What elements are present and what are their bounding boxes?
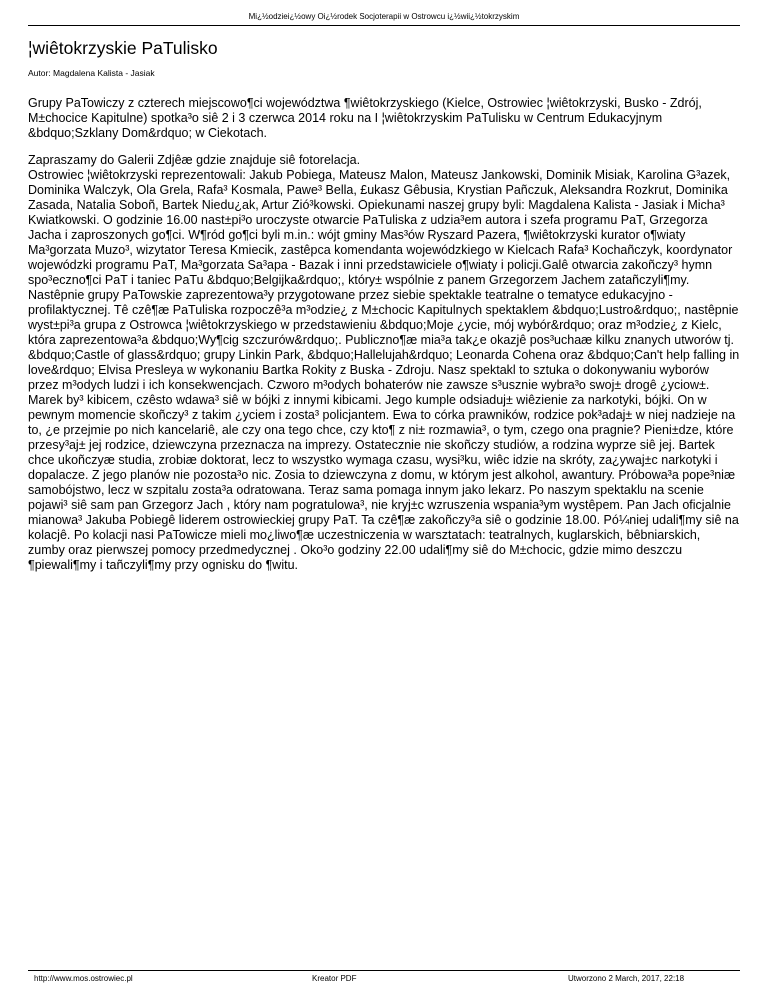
footer-rule xyxy=(28,970,740,971)
page-header: Mi¿½odziei¿½owy Oi¿½rodek Socjoterapii w Ostrowcu i¿½wii¿½tokrzyskim xyxy=(248,12,520,21)
footer-created: Utworzono 2 March, 2017, 22:18 xyxy=(568,974,685,983)
header-rule xyxy=(28,25,740,26)
article-title: ¦wiêtokrzyskie PaTulisko xyxy=(28,38,218,58)
article-body: Zapraszamy do Galerii Zdjêæ gdzie znajduje siê fotorelacja. Ostrowiec ¦wiêtokrzyski reprezentowali: Jakub Pobiega, Mateusz Malon, Mateusz Jankowski, Dominik Misiak, Karolina G³azek, Dominika Walczyk, Ola Grela, Rafa³ Kosmala, Pawe³ Bella, £ukasz Gêbusia, Krystian Pañczuk, Aleksandra Rozkrut, Dominika Zasada, Natalia Soboñ, Bartek Niedu¿ak, Artur Zió³kowski. Opiekunami naszej grupy byli: Magdalena Kalista - Jasiak i Micha³ Kwiatkowski. O godzinie 16.00 nast±pi³o uroczyste otwarcie PaTuliska z udzia³em autora i szefa programu PaT, Grzegorza Jacha i zaproszonych go¶ci. W¶ród go¶ci byli m.in.: wójt gminy Mas³ów Ryszard Pazera, ¶wiêtokrzyski kurator o¶wiaty Ma³gorzata Muzo³, wizytator Teresa Kmiecik, zastêpca komendanta wojewódzkiego w Kielcach Rafa³ Kochañczyk, koordynator wojewódzki programu PaT, Ma³gorzata Sa³apa - Bazak i inni przedstawiciele o¶wiaty i policji.Galê otwarcia zakoñczy³ hymn spo³eczno¶ci PaT i taniec PaTu &bdquo;Belgijka&rdquo;, który± wspólnie z panem Grzegorzem Jachem zatañczyli¶my. Nastêpnie grupy PaTowskie zaprezentowa³y przygotowane przez siebie spektakle teatralne o tematyce edukacyjno - profilaktycznej. Tê czê¶æ PaTuliska rozpoczê³a m³odzie¿ z M±chocic Kapitulnych spektaklem &bdquo;Lustro&rdquo;, nastêpnie wyst±pi³a grupa z Ostrowca ¦wiêtokrzyskiego w przedstawieniu &bdquo;Moje ¿ycie, mój wybór&rdquo; oraz m³odzie¿ z Kielc, która zaprezentowa³a &bdquo;Wy¶cig szczurów&rdquo;. Publiczno¶æ mia³a tak¿e okazjê pos³uchaæ kilku znanych utworów tj. &bdquo;Castle of glass&rdquo; grupy Linkin Park, &bdquo;Hallelujah&rdquo; Leonarda Cohena oraz &bdquo;Can't help falling in love&rdquo; Elvisa Presleya w wykonaniu Bartka Rokity z Buska - Zdroju. Nasz spektakl to sztuka o dokonywaniu wyborów przez m³odych ludzi i ich konsekwencjach. Czworo m³odych bohaterów nie zawsze s³usznie wybra³o swoj± drogê ¿yciow±. Marek by³ kibicem, czêsto wdawa³ siê w bójki z innymi kibicami. Jego kumple odsiaduj± wiêzienie za narkotyki, bójki. On w pewnym momencie skoñczy³ z takim ¿yciem i zosta³ policjantem. Ewa to córka prawników, rodzice pok³adaj± w niej nadzieje na to, ¿e przejmie po nich kancelariê, ale czy ona tego chce, czy kto¶ z ni± rozmawia³, o tym, czego ona pragnie? Pieni±dze, które przesy³aj± jej rodzice, dziewczyna przeznacza na imprezy. Ostatecznie nie skoñczy studiów, a rodzina wyprze siê jej. Bartek chce ukoñczyæ studia, zrobiæ doktorat, lecz to wszystko wymaga czasu, wysi³ku, wiêc idzie na skróty, za¿ywaj±c narkotyki i dopalacze. Z jego planów nie pozosta³o nic. Zosia to dziewczyna z domu, w którym jest alkohol, awantury. Próbowa³a pope³niæ samobójstwo, lecz w szpitalu zosta³a odratowana. Teraz sama pomaga innym jako lekarz. Po naszym spektaklu na scenie pojawi³ siê sam pan Grzegorz Jach , który nam pogratulowa³, nie kryj±c wzruszenia wspania³ym wystêpem. Pan Jach oficjalnie mianowa³ Jakuba Pobiegê liderem ostrowieckiej grupy PaT. Ta czê¶æ zakoñczy³a siê o godzinie 18.00. Pó¼niej udali¶my siê na kolacjê. Po kolacji nasi PaTowicze mieli mo¿liwo¶æ uczestniczenia w warsztatach: teatralnych, kuglarskich, bêbniarskich, zumby oraz pierwszej pomocy przedmedycznej . Oko³o godziny 22.00 udali¶my siê do M±chocic, gdzie mimo deszczu ¶piewali¶my i tañczyli¶my przy ognisku do ¶witu. xyxy=(28,153,740,572)
footer-generator: Kreator PDF xyxy=(312,974,357,983)
footer-url[interactable]: http://www.mos.ostrowiec.pl xyxy=(34,974,133,983)
article-author: Autor: Magdalena Kalista - Jasiak xyxy=(28,68,155,78)
article-intro: Grupy PaTowiczy z czterech miejscowo¶ci województwa ¶wiêtokrzyskiego (Kielce, Ostrowiec ¦wiêtokrzyski, Busko - Zdrój, M±chocice Kapitulne) spotka³o siê 2 i 3 czerwca 2014 roku na I ¦wiêtokrzyskim PaTulisku w Centrum Edukacyjnym &bdquo;Szklany Dom&rdquo; w Ciekotach. xyxy=(28,96,702,140)
